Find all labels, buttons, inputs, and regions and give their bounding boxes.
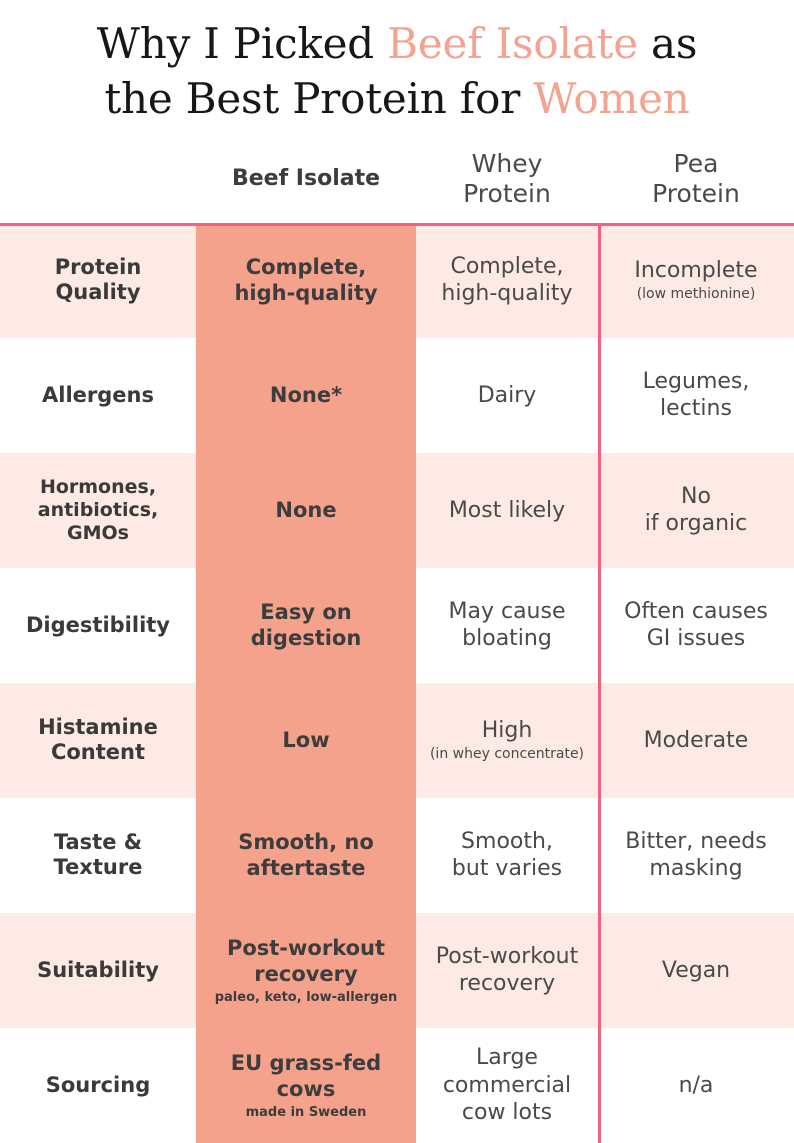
page-title [0, 0, 794, 127]
cell-line2: lectins [660, 396, 732, 422]
cell-line2: but varies [451, 856, 563, 882]
cell-line1: Incomplete [634, 258, 758, 284]
row-label-line1: Hormones, [39, 475, 157, 498]
cell-pea-digestibility [598, 568, 794, 683]
cell-beef-taste [196, 798, 416, 913]
cell-pea-protein-quality [598, 223, 794, 338]
cell-line2: digestion [250, 626, 362, 651]
cell-subtext: paleo, keto, low-allergen [214, 989, 398, 1005]
cell-line1: Complete, [450, 253, 564, 279]
row-label-line1: Digestibility [26, 612, 170, 637]
cell-line1: Vegan [661, 957, 731, 983]
table-header-row [0, 135, 794, 223]
header-whey-line1: Whey [471, 148, 543, 178]
cell-line1: None* [269, 383, 343, 408]
cell-line1: Smooth, no [238, 830, 374, 855]
title-line1-post: as [637, 19, 698, 68]
cell-line1: n/a [678, 1072, 714, 1098]
header-beef-isolate: Beef Isolate [196, 135, 416, 223]
cell-line3: cow lots [461, 1100, 553, 1126]
cell-line1: No [681, 483, 711, 509]
header-pea-protein [598, 135, 794, 223]
table-row [0, 223, 794, 338]
row-label-protein-quality [0, 223, 196, 338]
row-label-suitability [0, 913, 196, 1028]
cell-line2: recovery [254, 961, 358, 986]
cell-whey-protein-quality [416, 223, 598, 338]
row-label-line1: Sourcing [45, 1072, 151, 1097]
cell-whey-suitability [416, 913, 598, 1028]
cell-beef-suitability [196, 913, 416, 1028]
cell-pea-taste [598, 798, 794, 913]
row-label-line2: Texture [53, 855, 143, 880]
row-label-digestibility [0, 568, 196, 683]
cell-whey-histamine [416, 683, 598, 798]
cell-line2: if organic [644, 511, 748, 537]
row-label-histamine-content [0, 683, 196, 798]
cell-whey-digestibility [416, 568, 598, 683]
cell-line1: Bitter, needs [625, 828, 767, 854]
cell-line1: Smooth, [461, 828, 553, 854]
cell-beef-histamine [196, 683, 416, 798]
cell-line2: GI issues [646, 626, 746, 652]
cell-line1: Most likely [448, 497, 566, 523]
cell-line1: Legumes, [642, 368, 750, 394]
cell-line1: Large [476, 1045, 538, 1071]
header-empty-corner [0, 135, 196, 223]
cell-whey-taste [416, 798, 598, 913]
cell-whey-sourcing [416, 1028, 598, 1143]
comparison-table [0, 135, 794, 1143]
cell-beef-hormones [196, 453, 416, 568]
title-line-2 [40, 71, 754, 126]
cell-pea-hormones [598, 453, 794, 568]
table-row [0, 453, 794, 568]
cell-line1: Moderate [643, 727, 749, 753]
cell-whey-hormones [416, 453, 598, 568]
table-row [0, 798, 794, 913]
pea-column-divider-line [598, 223, 601, 1143]
table-row [0, 338, 794, 453]
table-row [0, 1028, 794, 1143]
cell-line1: May cause [448, 598, 566, 624]
row-label-line1: Suitability [37, 957, 159, 982]
table-row [0, 683, 794, 798]
cell-line2: cows [276, 1076, 336, 1101]
cell-line1: Dairy [477, 382, 537, 408]
cell-subtext: made in Sweden [245, 1104, 367, 1120]
title-line1-highlight: Beef Isolate [387, 19, 638, 68]
header-whey-line2: Protein [463, 178, 551, 208]
row-label-taste-texture [0, 798, 196, 913]
row-label-line1: Allergens [42, 382, 154, 407]
cell-line2: aftertaste [246, 856, 366, 881]
title-line2-highlight: Women [533, 74, 690, 124]
cell-subtext: (in whey concentrate) [429, 745, 585, 762]
row-label-line1: Protein [54, 254, 142, 279]
title-line1-pre: Why I Picked [96, 19, 388, 68]
table-row [0, 913, 794, 1028]
cell-beef-allergens [196, 338, 416, 453]
row-label-line2: Content [50, 740, 146, 765]
cell-beef-digestibility [196, 568, 416, 683]
cell-line1: Low [282, 728, 330, 753]
cell-line1: Easy on [260, 600, 352, 625]
cell-line1: Complete, [245, 255, 367, 280]
row-label-line1: Taste & [53, 829, 143, 854]
cell-line2: bloating [462, 626, 552, 652]
header-pea-line2: Protein [652, 178, 740, 208]
title-line-1 [40, 16, 754, 71]
cell-line2: recovery [458, 971, 556, 997]
cell-line1: Post-workout [435, 943, 579, 969]
header-divider-line [0, 223, 794, 226]
cell-line1: Often causes [624, 598, 768, 624]
cell-line2: high-quality [234, 281, 378, 306]
cell-beef-protein-quality [196, 223, 416, 338]
cell-line2: masking [649, 856, 743, 882]
cell-pea-histamine [598, 683, 794, 798]
cell-pea-suitability [598, 913, 794, 1028]
cell-line1: High [481, 718, 533, 744]
title-line2-pre: the Best Protein for [104, 74, 534, 124]
row-label-hormones-antibiotics-gmos [0, 453, 196, 568]
cell-pea-allergens [598, 338, 794, 453]
row-label-sourcing [0, 1028, 196, 1143]
table-row [0, 568, 794, 683]
cell-line1: Post-workout [226, 935, 386, 960]
comparison-table-wrap [0, 135, 794, 1143]
row-label-allergens [0, 338, 196, 453]
row-label-line1: Histamine [38, 714, 158, 739]
cell-whey-allergens [416, 338, 598, 453]
header-pea-line1: Pea [673, 148, 719, 178]
cell-subtext: (low methionine) [636, 285, 756, 302]
cell-pea-sourcing [598, 1028, 794, 1143]
cell-line1: None [275, 498, 337, 523]
cell-line2: commercial [442, 1072, 572, 1098]
cell-line1: EU grass-fed [230, 1050, 382, 1075]
row-label-line2: antibiotics, [37, 498, 159, 521]
cell-line2: high-quality [441, 281, 573, 307]
header-whey-protein [416, 135, 598, 223]
row-label-line2: Quality [55, 280, 141, 305]
row-label-line3: GMOs [67, 521, 129, 544]
cell-beef-sourcing [196, 1028, 416, 1143]
